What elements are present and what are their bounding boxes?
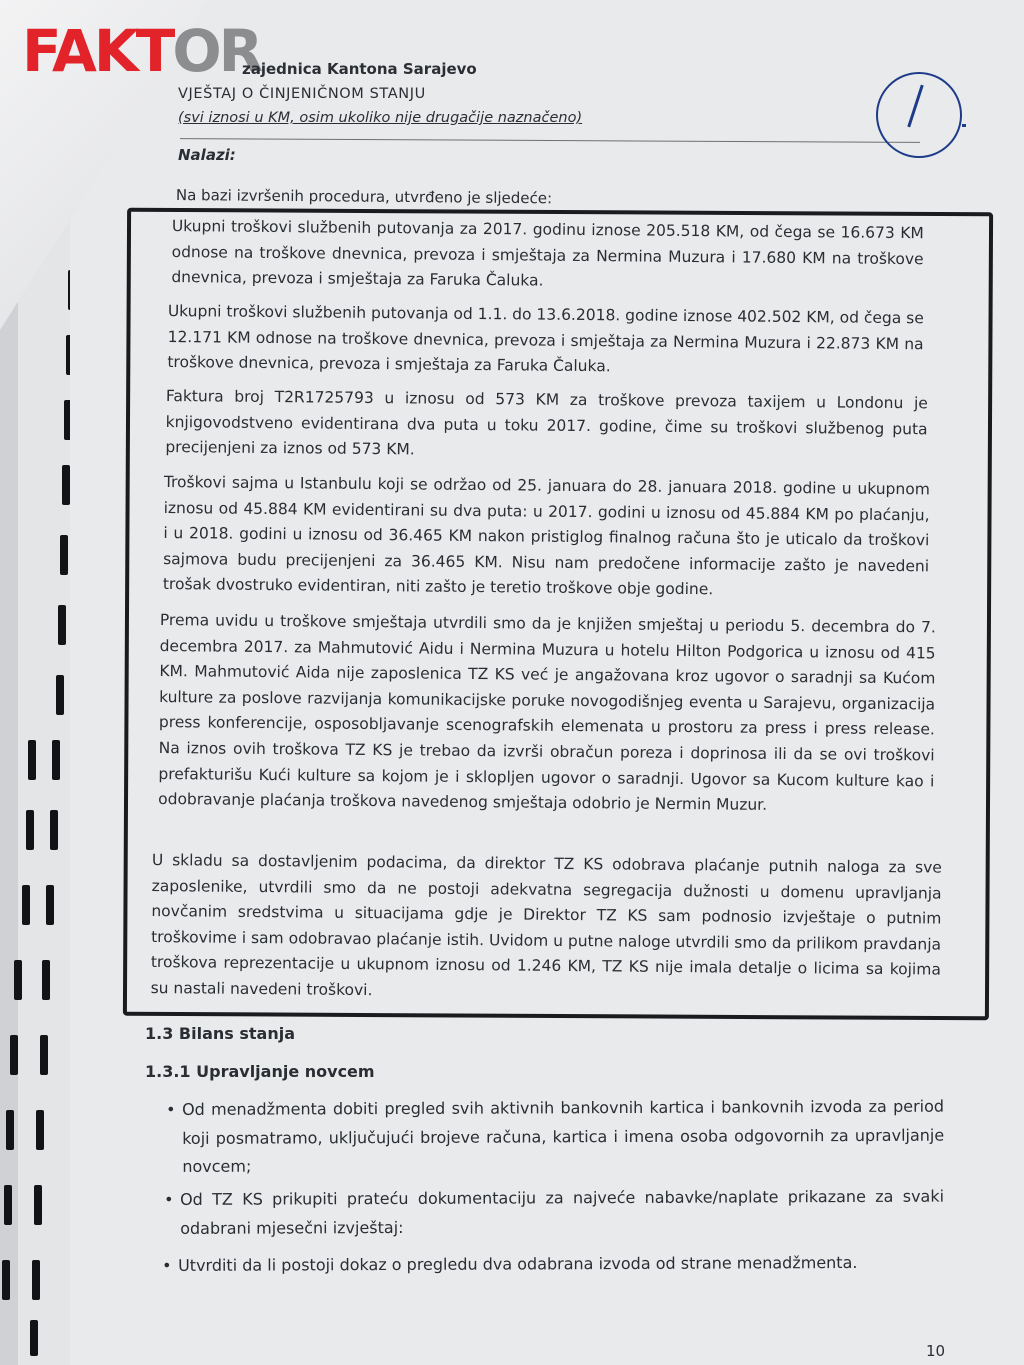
list-item [162,1249,942,1281]
binder-mark [50,810,58,850]
binder-mark [2,1260,10,1300]
bullet-icon: • [164,1189,174,1209]
binder-mark [56,675,64,715]
binder-mark [10,1035,18,1075]
finding-paragraph: Prema uvidu u troškove smještaja utvrdili smo da je knjižen smještaj u periodu 5. decembra do 7. decembra 2017. za Mahmutović Aidu i Nermina Muzura u hotelu Hilton Podgorica u iznosu od 415 KM. Mahmutović Aida nije zaposlenica TZ KS već je angažovana kroz ugovor o saradnji sa Kućom kulture za poslove razvijanja komunikacijske poruke novogodišnjeg eventa u Sarajevu, organizacija press konferencije, osposobljavanje scenografskih elemenata u prostoru za press i press release. Na iznos ovih troškova TZ KS je trebao da izvrši obračun poreza i doprinosa ili da se ovi troškovi prefakturišu Kući kulture sa kojom je i sklopljen ugovor o saradnji. Ugovor sa Kucom kulture kao i odobravanje plaćanja troškova navedenog smještaja odobrio je Nermin Muzur. [158,610,936,814]
binder-mark [6,1110,14,1150]
handwritten-circle-mark [876,72,962,158]
header-note: (svi iznosi u KM, osim ukoliko nije drugačije naznačeno) [178,110,583,126]
finding-paragraph: Ukupni troškovi službenih putovanja od 1.1. do 13.6.2018. godine iznose 402.502 KM, od čega se 12.171 KM odnose na troškove dnevnica, prevoza i smještaja za Nermina Muzura i 22.873 KM na troškove dnevnica, prevoza i smještaja za Faruka Čaluka. [167,301,924,376]
list-item [166,1093,944,1182]
binder-mark [26,810,34,850]
binder-mark [60,535,68,575]
findings-heading: Nalazi: [178,146,236,164]
list-item-text: Od menadžmenta dobiti pregled svih aktivnih bankovnih kartica i bankovnih izvoda za period koji posmatramo, uključujući brojeve računa, kartica i imena osoba odgovornih za upravljanje novcem; [182,1096,945,1176]
header-organization: zajednica Kantona Sarajevo [242,60,477,78]
binder-mark [58,605,66,645]
findings-intro: Na bazi izvršenih procedura, utvrđeno je sljedeće: [175,186,553,208]
binder-mark [52,740,60,780]
bullet-icon: • [166,1099,176,1119]
finding-paragraph: Ukupni troškovi službenih putovanja za 2017. godinu iznose 205.518 KM, od čega se 16.673 KM odnose na troškove dnevnica, prevoza i smještaja za Nermina Muzura i 17.680 KM na troškove dnevnica, prevoza i smještaja za Faruka Čaluka. [171,216,924,290]
binder-mark [30,1320,38,1356]
binder-mark [14,960,22,1000]
finding-paragraph: Faktura broj T2R1725793 u iznosu od 573 KM za troškove prevoza taxijem u Londonu je knjigovodstveno evidentirana dva puta u toku 2017. godine, čime su troškovi službenog puta precijenjeni za iznos od 573 KM. [165,386,928,459]
binder-mark [22,885,30,925]
binder-mark [36,1110,44,1150]
binder-mark [34,1185,42,1225]
binder-mark [42,960,50,1000]
finding-paragraph: Troškovi sajma u Istanbulu koji se održao od 25. januara do 28. januara 2018. godine u ukupnom iznosu od 45.884 KM evidentirani su dva puta: u 2017. godini u iznosu od 45.884 KM po plaćanju, i u 2018. godini u iznosu od 36.465 KM nakon pristiglog finalnog računa što je uticalo da troškovi sajmova budu precijenjeni za 36.465 KM. Nisu nam predočene informacije zašto je navedeni trošak dvostruko evidentiran, niti zašto je teretio troškove obje godine. [162,472,930,599]
faktor-logo [22,17,261,85]
header-report-title: VJEŠTAJ O ČINJENIČNOM STANJU [178,86,426,102]
bullet-icon: • [162,1255,172,1275]
list-item [164,1183,944,1243]
handwritten-dot [962,124,966,127]
section-heading-bilans: 1.3 Bilans stanja [145,1024,295,1043]
page-number: 10 [926,1342,946,1360]
subsection-heading-upravljanje: 1.3.1 Upravljanje novcem [145,1062,375,1081]
binder-mark [4,1185,12,1225]
binder-mark [46,885,54,925]
binder-mark [28,740,36,780]
finding-paragraph: U skladu sa dostavljenim podacima, da direktor TZ KS odobrava plaćanje putnih naloga za sve zaposlenike, utvrdili smo da ne postoji adekvatna segregacija dužnosti u domenu upravljanja novčanim sredstvima u situacijama gdje je Direktor TZ KS sam podnosio izvještaje o putnim troškovime i sam odobravao plaćanje istih. Uvidom u putne naloge utvrdili smo da prilikom pravdanja troškova reprezentacije u ukupnom iznosu od 1.246 KM, TZ KS nije imala detalje o licima sa kojima su nastali navedeni troškovi. [150,850,942,1000]
list-item-text: Utvrditi da li postoji dokaz o pregledu dva odabrana izvoda od strane menadžmenta. [178,1252,858,1275]
binder-mark [62,465,70,505]
logo-part-grey: OR [172,17,261,85]
logo-part-red: FAKT [22,17,173,85]
binder-mark [32,1260,40,1300]
binder-mark [40,1035,48,1075]
list-item-text: Od TZ KS prikupiti prateću dokumentaciju za najveće nabavke/naplate prikazane za svaki odabrani mjesečni izvještaj: [180,1186,945,1238]
